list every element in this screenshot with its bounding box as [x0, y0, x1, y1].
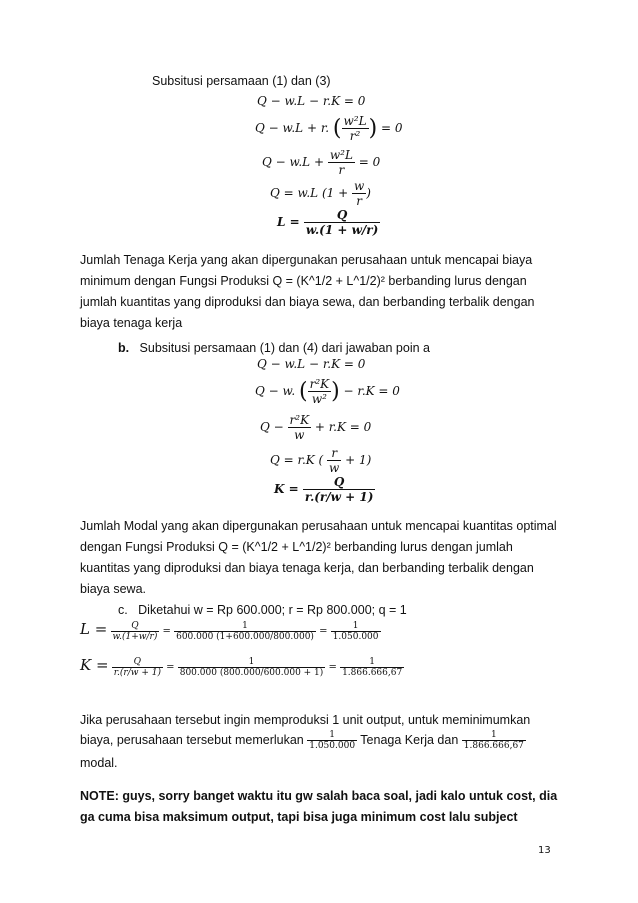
equation-a3: Q − w.L + $\frac{\text{w²L}}{r}$ = 0	[262, 148, 381, 177]
equation-b5: K = $\frac{Q}{r.(r/w + 1)}$	[274, 475, 374, 504]
calc-K-row: K = $\frac{Q}{r.(r/w + 1)}$ = $\frac{1}{800.000 (800.000/600.000 + 1)}$ = $\frac{1}{1.866.666,67}$	[80, 656, 403, 678]
equation-a2: Q − w.L + r. ( $\frac{\text{w²L}}{\text{r²}}$ ) = 0	[255, 114, 403, 143]
paragraph-capital: Jumlah Modal yang akan dipergunakan perusahaan untuk mencapai kuantitas optimal dengan Fungsi Produksi Q = (K^1/2 + L^1/2)² berbanding lurus dengan jumlah kuantitas yang diproduksi dan biaya tenaga kerja, dan berbanding terbalik dengan biaya sewa.	[80, 519, 557, 596]
note-text: NOTE: guys, sorry banget waktu itu gw salah baca soal, jadi kalo untuk cost, dia ga cuma bisa maksimum output, tapi bisa juga minimum cost lalu subject	[80, 789, 558, 824]
section-b-heading: b. Subsitusi persamaan (1) dan (4) dari jawaban poin a	[118, 341, 430, 355]
intro-substitution-a: Subsitusi persamaan (1) dan (3)	[152, 74, 331, 88]
conclusion-line-3: modal.	[80, 756, 118, 770]
equation-b4: Q = r.K ( $\frac{r}{w}$ + 1)	[270, 446, 372, 475]
equation-a5: L = $\frac{Q}{w.(1 + w/r)}$	[277, 208, 379, 237]
page-number: 13	[538, 845, 551, 856]
equation-b2: Q − w. ( $\frac{\text{r²K}}{\text{w²}}$ ) − r.K = 0	[255, 377, 400, 406]
equation-a1: Q − w.L − r.K = 0	[257, 94, 366, 108]
conclusion-line-2: biaya, perusahaan tersebut memerlukan $\frac{1}{1.050.000}$ Tenaga Kerja dan $\frac{1}{1.866.666,67}$	[80, 730, 524, 751]
section-c-heading: c. Diketahui w = Rp 600.000; r = Rp 800.000; q = 1	[118, 603, 407, 617]
calc-L-row: L = $\frac{Q}{w.(1+w/r)}$ = $\frac{1}{600.000 (1+600.000/800.000)}$ = $\frac{1}{1.050.000}$	[80, 620, 379, 642]
equation-b1: Q − w.L − r.K = 0	[257, 357, 366, 371]
conclusion-line-1: Jika perusahaan tersebut ingin memproduksi 1 unit output, untuk meminimumkan	[80, 713, 531, 727]
equation-b3: Q − $\frac{\text{r²K}}{w}$ + r.K = 0	[260, 413, 372, 442]
equation-a4: Q = w.L (1 + $\frac{w}{r}$ )	[270, 179, 371, 208]
paragraph-labor: Jumlah Tenaga Kerja yang akan dipergunakan perusahaan untuk mencapai biaya minimum dengan Fungsi Produksi Q = (K^1/2 + L^1/2)² berbanding lurus dengan jumlah kuantitas yang diproduksi dan biaya sewa, dan berbanding terbalik dengan biaya tenaga kerja	[80, 253, 535, 330]
